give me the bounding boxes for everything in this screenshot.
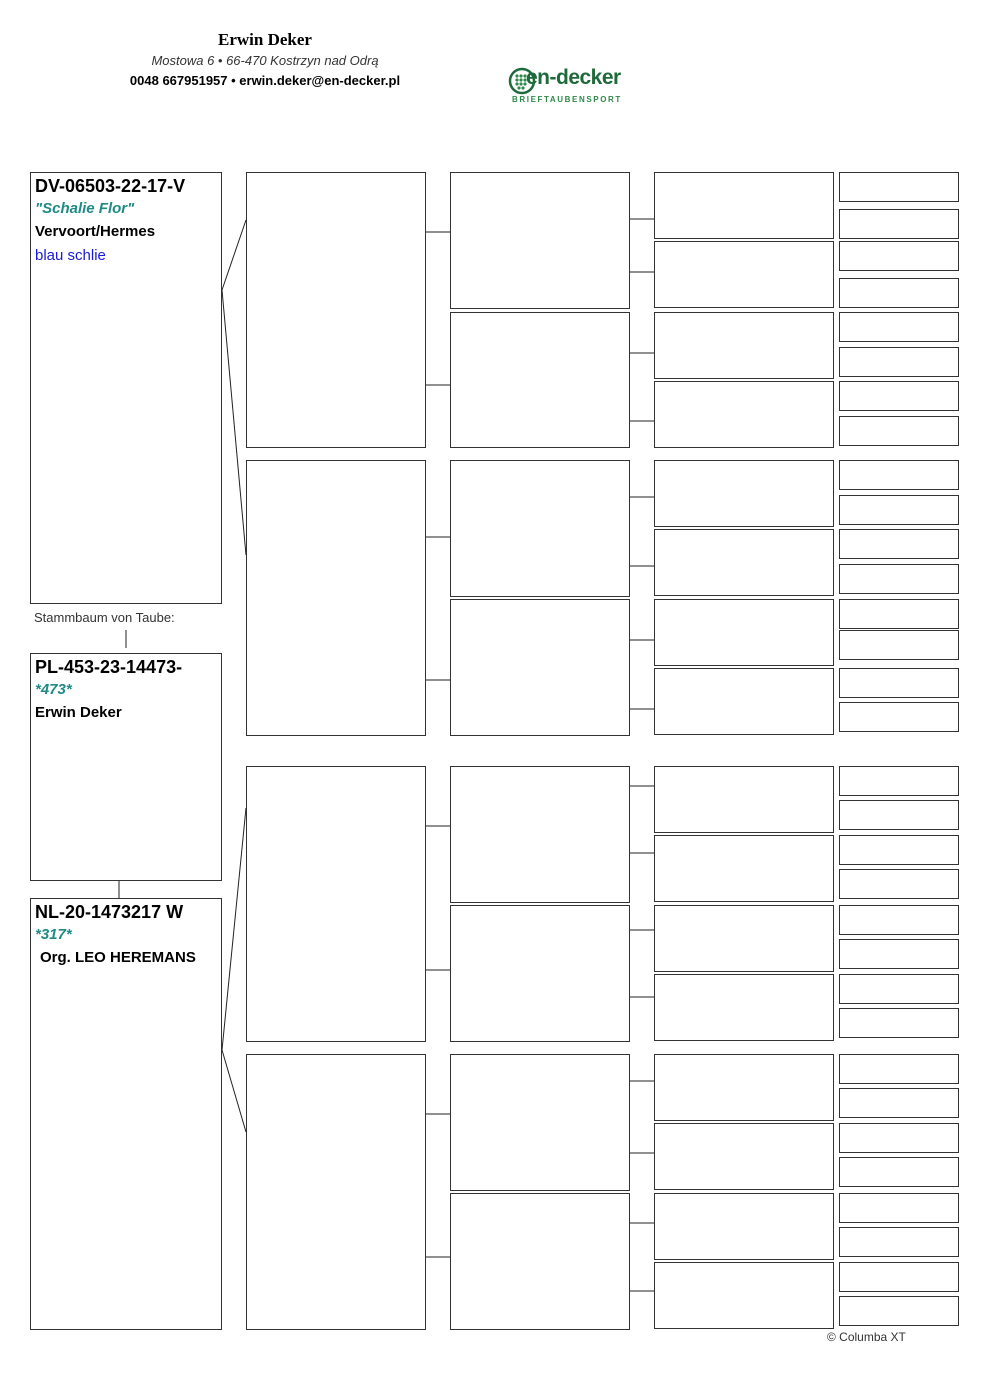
gen5-box [839, 630, 959, 660]
gen5-box [839, 800, 959, 830]
gen5-box [839, 416, 959, 446]
dam-ring-number: NL-20-1473217 W [35, 902, 184, 922]
great-grandparent-box [450, 172, 630, 309]
gen5-box [839, 347, 959, 377]
gen5-box [839, 599, 959, 629]
gen4-box [654, 172, 834, 239]
sire-pigeon-name: "Schalie Flor" [35, 200, 135, 217]
great-grandparent-box [450, 599, 630, 736]
gen5-box [839, 241, 959, 271]
gen4-box [654, 974, 834, 1041]
subject-owner: Erwin Deker [35, 704, 122, 721]
gen5-box [839, 278, 959, 308]
gen4-box [654, 1262, 834, 1329]
gen5-box [839, 312, 959, 342]
gen5-box [839, 1054, 959, 1084]
gen5-box [839, 974, 959, 1004]
gen4-box [654, 766, 834, 833]
dam-box [30, 898, 222, 1330]
gen4-box [654, 241, 834, 308]
gen5-box [839, 1193, 959, 1223]
gen4-box [654, 529, 834, 596]
gen5-box [839, 1157, 959, 1187]
gen5-box [839, 460, 959, 490]
gen4-box [654, 905, 834, 972]
subject-ring-number: PL-453-23-14473- [35, 657, 183, 677]
pedigree-caption: Stammbaum von Taube: [34, 610, 175, 625]
great-grandparent-box [450, 312, 630, 448]
gen4-box [654, 1193, 834, 1260]
gen5-box [839, 869, 959, 899]
gen5-box [839, 1008, 959, 1038]
gen5-box [839, 1227, 959, 1257]
gen5-box [839, 209, 959, 239]
gen4-box [654, 835, 834, 902]
pedigree-header [0, 0, 990, 130]
sire-ring-number: DV-06503-22-17-V [35, 176, 186, 196]
great-grandparent-box [450, 1054, 630, 1191]
copyright-footer: © Columba XT [827, 1330, 906, 1344]
dam-owner: Org. LEO HEREMANS [40, 949, 196, 966]
gen5-box [839, 529, 959, 559]
great-grandparent-box [450, 1193, 630, 1330]
gen4-box [654, 1054, 834, 1121]
subject-pigeon-name: *473* [35, 681, 72, 698]
sire-box [30, 172, 222, 604]
gen4-box [654, 460, 834, 527]
great-grandparent-box [450, 460, 630, 597]
gen4-box [654, 381, 834, 448]
gen5-box [839, 495, 959, 525]
great-grandparent-box [450, 905, 630, 1042]
gen5-box [839, 1088, 959, 1118]
great-grandparent-box [450, 766, 630, 903]
gen5-box [839, 1296, 959, 1326]
logo-subtitle: BRIEFTAUBENSPORT [512, 95, 622, 104]
gen5-box [839, 668, 959, 698]
gen5-box [839, 766, 959, 796]
gen4-box [654, 312, 834, 379]
gen5-box [839, 564, 959, 594]
sire-owner: Vervoort/Hermes [35, 223, 156, 240]
gen4-box [654, 599, 834, 666]
gen5-box [839, 702, 959, 732]
gen5-box [839, 172, 959, 202]
gen5-box [839, 939, 959, 969]
gen4-box [654, 668, 834, 735]
breeder-address: Mostowa 6 • 66-470 Kostrzyn nad Odrą [151, 53, 379, 68]
gen4-box [654, 1123, 834, 1190]
gen5-box [839, 835, 959, 865]
en-decker-logo [508, 62, 628, 108]
grandparent-box [246, 172, 426, 448]
grandparent-box [246, 460, 426, 736]
breeder-name: Erwin Deker [218, 30, 312, 49]
grandparent-box [246, 1054, 426, 1330]
dam-pigeon-name: *317* [35, 926, 72, 943]
sire-color: blau schlie [35, 247, 106, 264]
breeder-contact: 0048 667951957 • erwin.deker@en-decker.pl [129, 73, 401, 88]
gen5-box [839, 1123, 959, 1153]
logo-text: en-decker [526, 66, 621, 89]
gen5-box [839, 905, 959, 935]
gen5-box [839, 1262, 959, 1292]
subject-box [30, 653, 222, 881]
gen5-box [839, 381, 959, 411]
grandparent-box [246, 766, 426, 1042]
